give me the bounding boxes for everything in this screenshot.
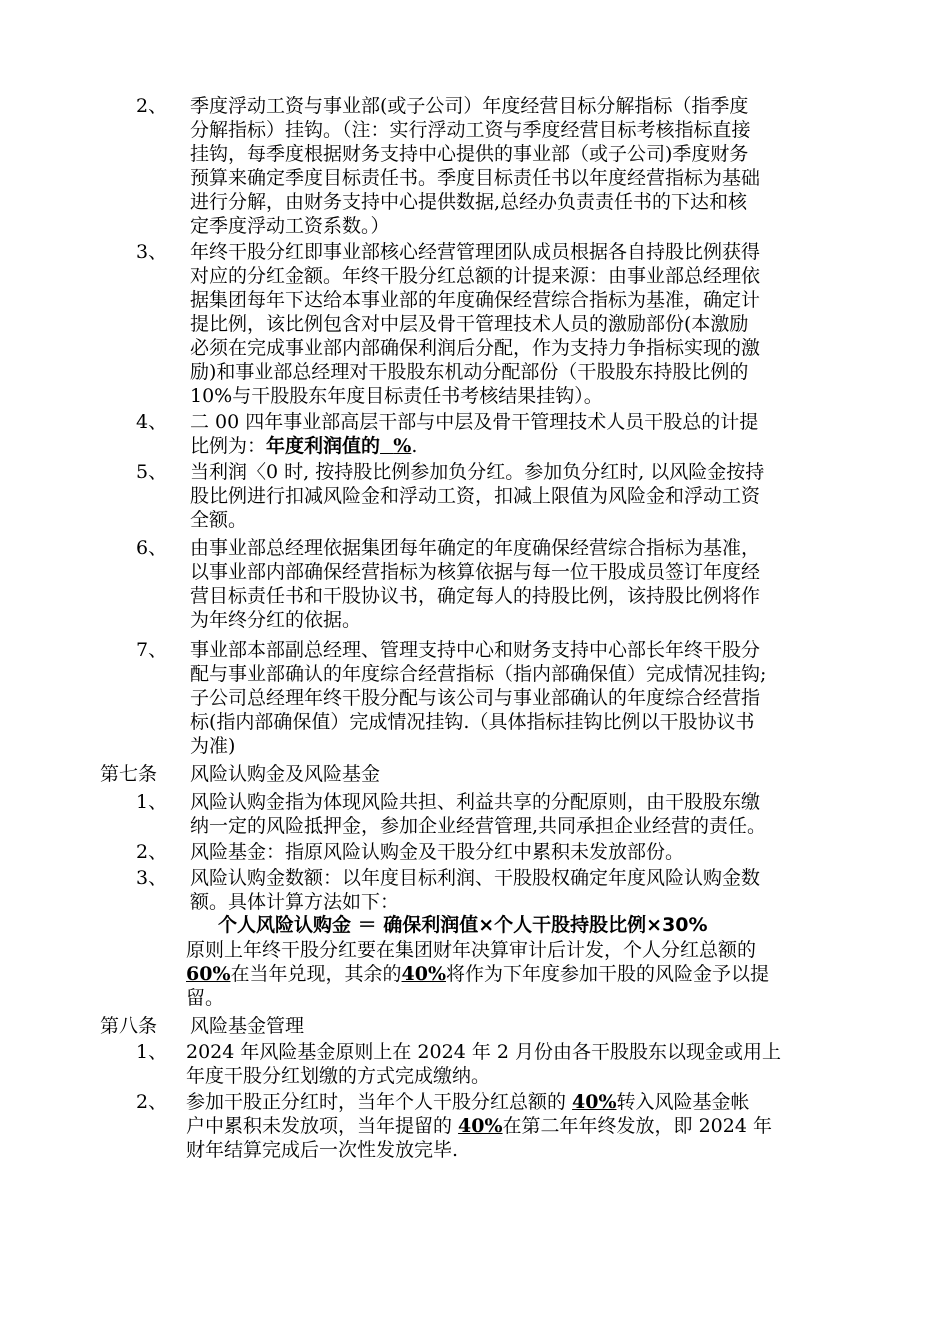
paragraph-line: 年度干股分红划缴的方式完成缴纳。: [186, 1065, 491, 1087]
paragraph-line: 二 00 四年事业部高层干部与中层及骨干管理技术人员干股总的计提: [190, 411, 759, 433]
paragraph-line: 年终干股分红即事业部核心经营管理团队成员根据各自持股比例获得: [190, 241, 761, 263]
paragraph-line: 额。具体计算方法如下：: [190, 891, 400, 913]
paragraph-line: [186, 1090, 750, 1114]
paragraph-line: 据集团每年下达给本事业部的年度确保经营综合指标为基准，确定计: [190, 289, 761, 311]
item-number: 1、: [136, 1041, 168, 1063]
item-number: 6、: [136, 537, 168, 559]
paragraph-line: 财年结算完成后一次性发放完毕.: [186, 1139, 459, 1161]
paragraph-line: [186, 1114, 772, 1138]
item-number: 2、: [136, 1091, 168, 1113]
paragraph-line: 必须在完成事业部内部确保利润后分配，作为支持力争指标实现的激: [190, 337, 761, 359]
paragraph-line: 营目标责任书和干股协议书，确定每人的持股比例，该持股比例将作: [190, 585, 761, 607]
paragraph-line: 股比例进行扣减风险金和浮动工资，扣减上限值为风险金和浮动工资: [190, 485, 761, 507]
paragraph-line: 为准): [190, 735, 236, 757]
ratio-blank: [380, 435, 393, 457]
paragraph-line: 风险认购金指为体现风险共担、利益共享的分配原则，由干股股东缴: [190, 791, 761, 813]
paragraph-line: 定季度浮动工资系数。）: [190, 215, 390, 237]
paragraph-line: 提比例，该比例包含对中层及骨干管理技术人员的激励部份(本激励: [190, 313, 749, 335]
text-fragment: 将作为下年度参加干股的风险金予以提: [446, 963, 770, 985]
item-number: 5、: [136, 461, 168, 483]
paragraph-line: 配与事业部确认的年度综合经营指标（指内部确保值）完成情况挂钩;: [190, 663, 767, 685]
article-number: 第七条: [100, 763, 158, 785]
paragraph-line: 纳一定的风险抵押金，参加企业经营管理,共同承担企业经营的责任。: [190, 815, 767, 837]
paragraph-line: 进行分解，由财务支持中心提供数据,总经办负责责任书的下达和核: [190, 191, 748, 213]
paragraph-line: [190, 434, 417, 458]
item-number: 1、: [136, 791, 168, 813]
item-number: 2、: [136, 841, 168, 863]
text-fragment: 在当年兑现，其余的: [230, 963, 402, 985]
item-number: 3、: [136, 241, 168, 263]
paragraph-line: 当利润〈0 时, 按持股比例参加负分红。参加负分红时, 以风险金按持: [190, 461, 765, 483]
item-number: 2、: [136, 95, 168, 117]
paragraph-line: 励)和事业部总经理对干股股东机动分配部份（干股股东持股比例的: [190, 361, 749, 383]
paragraph-line: 由事业部总经理依据集团每年确定的年度确保经营综合指标为基准，: [190, 537, 761, 559]
period: .: [411, 435, 418, 457]
paragraph-line: 全额。: [190, 509, 248, 531]
percent-40: 40%: [572, 1091, 617, 1113]
paragraph-line: 分解指标）挂钩。（注：实行浮动工资与季度经营目标考核指标直接: [190, 119, 751, 141]
item-number: 3、: [136, 867, 168, 889]
text-fragment: 转入风险基金帐: [616, 1091, 750, 1113]
percent-40: 40%: [458, 1115, 503, 1137]
formula: 个人风险认购金 ＝ 确保利润值×个人干股持股比例×30%: [218, 914, 708, 936]
text-fragment: 参加干股正分红时，当年个人干股分红总额的: [186, 1091, 573, 1113]
paragraph-line: 以事业部内部确保经营指标为核算依据与每一位干股成员签订年度经: [190, 561, 761, 583]
paragraph-line: 对应的分红金额。年终干股分红总额的计提来源：由事业部总经理依: [190, 265, 761, 287]
paragraph-line: 2024 年风险基金原则上在 2024 年 2 月份由各干股股东以现金或用上: [186, 1041, 781, 1063]
paragraph-line: 风险基金：指原风险认购金及干股分红中累积未发放部份。: [190, 841, 685, 863]
paragraph-line: 标(指内部确保值）完成情况挂钩.（具体指标挂钩比例以干股协议书: [190, 711, 755, 733]
percent-60: 60%: [186, 963, 231, 985]
paragraph-line: 为年终分红的依据。: [190, 609, 362, 631]
text-fragment: 户中累积未发放项，当年提留的: [186, 1115, 459, 1137]
percent-40: 40%: [401, 963, 447, 985]
text-fragment: 在第二年年终发放，即 2024 年: [502, 1115, 772, 1137]
percent-sign: %: [393, 435, 412, 457]
paragraph-line: 10%与干股股东年度目标责任书考核结果挂钩）。: [190, 385, 603, 407]
paragraph-line: 留。: [186, 987, 225, 1009]
paragraph-line: 事业部本部副总经理、管理支持中心和财务支持中心部长年终干股分: [190, 639, 761, 661]
paragraph-line: [186, 962, 769, 986]
paragraph-line: 子公司总经理年终干股分配与该公司与事业部确认的年度综合经营指: [190, 687, 761, 709]
item-number: 4、: [136, 411, 168, 433]
profit-ratio-label: 年度利润值的: [266, 435, 381, 457]
article-heading: 风险基金管理: [190, 1015, 305, 1037]
ratio-label: 比例为：: [190, 435, 267, 457]
paragraph-line: 风险认购金数额：以年度目标利润、干股股权确定年度风险认购金数: [190, 867, 761, 889]
article-number: 第八条: [100, 1015, 158, 1037]
article-heading: 风险认购金及风险基金: [190, 763, 381, 785]
paragraph-line: 挂钩，每季度根据财务支持中心提供的事业部（或子公司)季度财务: [190, 143, 749, 165]
paragraph-line: 原则上年终干股分红要在集团财年决算审计后计发，个人分红总额的: [186, 939, 757, 961]
paragraph-line: 季度浮动工资与事业部(或子公司）年度经营目标分解指标（指季度: [190, 95, 749, 117]
paragraph-line: 预算来确定季度目标责任书。季度目标责任书以年度经营指标为基础: [190, 167, 761, 189]
item-number: 7、: [136, 639, 168, 661]
